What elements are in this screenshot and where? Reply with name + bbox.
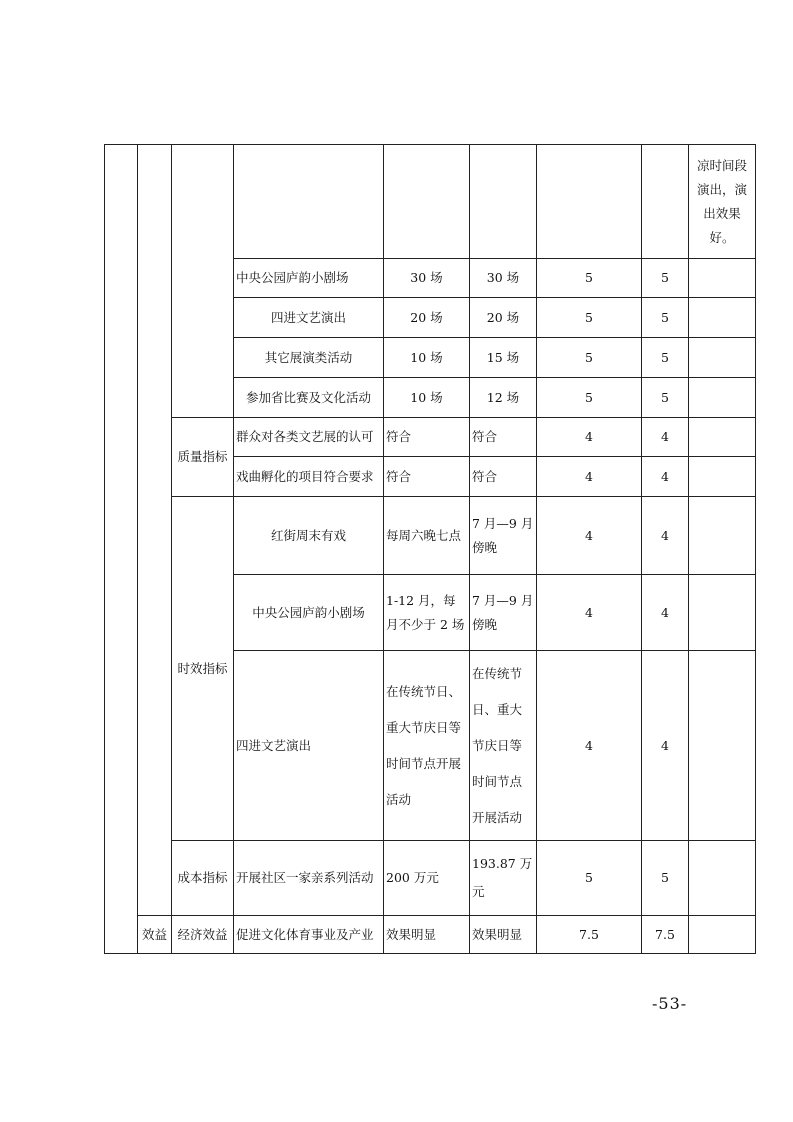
cell-actual: 30 场 (470, 259, 537, 298)
cell-score: 5 (642, 298, 689, 338)
cell-weight: 4 (537, 575, 642, 651)
cell-actual: 7 月—9 月傍晚 (470, 497, 537, 575)
cell-name: 戏曲孵化的项目符合要求 (234, 457, 384, 497)
cell-score: 4 (642, 651, 689, 841)
empty-cell (689, 651, 756, 841)
cell-target: 效果明显 (384, 916, 470, 954)
cell-weight: 5 (537, 259, 642, 298)
cell-target: 1-12 月，每月不少于 2 场 (384, 575, 470, 651)
cell-score: 4 (642, 457, 689, 497)
cell-weight: 5 (537, 841, 642, 916)
cell-name: 四进文艺演出 (234, 298, 384, 338)
cell-actual: 193.87 万元 (470, 841, 537, 916)
empty-cell (689, 378, 756, 418)
cell-weight: 5 (537, 338, 642, 378)
category-quality: 质量指标 (172, 418, 234, 497)
table-row (105, 497, 756, 575)
cell-target: 10 场 (384, 338, 470, 378)
cell-target: 200 万元 (384, 841, 470, 916)
empty-cell (234, 145, 384, 259)
cell-name: 红街周末有戏 (234, 497, 384, 575)
category-cost: 成本指标 (172, 841, 234, 916)
cell-weight: 4 (537, 418, 642, 457)
cell-score: 4 (642, 418, 689, 457)
cell-name: 促进文化体育事业及产业 (234, 916, 384, 954)
cell-target: 在传统节日、重大节庆日等时间节点开展活动 (384, 651, 470, 841)
table-row (105, 841, 756, 916)
empty-cell (689, 298, 756, 338)
blank-cell (138, 145, 172, 916)
empty-cell (470, 145, 537, 259)
empty-cell (689, 259, 756, 298)
cell-actual: 20 场 (470, 298, 537, 338)
cell-actual: 符合 (470, 457, 537, 497)
cell-name: 群众对各类文艺展的认可 (234, 418, 384, 457)
cell-name: 四进文艺演出 (234, 651, 384, 841)
empty-cell (689, 916, 756, 954)
empty-cell (689, 338, 756, 378)
blank-cell (105, 145, 138, 954)
cell-score: 5 (642, 338, 689, 378)
cell-target: 10 场 (384, 378, 470, 418)
blank-cell (172, 145, 234, 418)
cell-score: 7.5 (642, 916, 689, 954)
cell-actual: 效果明显 (470, 916, 537, 954)
category-economic: 经济效益 (172, 916, 234, 954)
note-cell: 凉时间段演出，演出效果好。 (689, 145, 756, 259)
cell-score: 4 (642, 497, 689, 575)
cell-actual: 符合 (470, 418, 537, 457)
cell-weight: 5 (537, 378, 642, 418)
cell-weight: 4 (537, 457, 642, 497)
cell-score: 4 (642, 575, 689, 651)
cell-actual: 在传统节日、重大节庆日等时间节点开展活动 (470, 651, 537, 841)
cell-score: 5 (642, 378, 689, 418)
cell-target: 20 场 (384, 298, 470, 338)
page-number: -53- (652, 994, 688, 1013)
table-row (105, 145, 756, 259)
cell-score: 5 (642, 841, 689, 916)
empty-cell (689, 457, 756, 497)
cell-target: 符合 (384, 418, 470, 457)
performance-table (104, 144, 756, 954)
cell-actual: 12 场 (470, 378, 537, 418)
empty-cell (689, 418, 756, 457)
table-row (105, 418, 756, 457)
cell-weight: 4 (537, 497, 642, 575)
empty-cell (537, 145, 642, 259)
cell-weight: 5 (537, 298, 642, 338)
cell-weight: 4 (537, 651, 642, 841)
empty-cell (689, 575, 756, 651)
cell-target: 符合 (384, 457, 470, 497)
cell-name: 中央公园庐韵小剧场 (234, 575, 384, 651)
cell-actual: 15 场 (470, 338, 537, 378)
category-benefit: 效益 (138, 916, 172, 954)
empty-cell (689, 841, 756, 916)
cell-name: 中央公园庐韵小剧场 (234, 259, 384, 298)
empty-cell (642, 145, 689, 259)
category-timeliness: 时效指标 (172, 497, 234, 841)
cell-name: 参加省比赛及文化活动 (234, 378, 384, 418)
cell-name: 其它展演类活动 (234, 338, 384, 378)
empty-cell (689, 497, 756, 575)
cell-name: 开展社区一家亲系列活动 (234, 841, 384, 916)
cell-actual: 7 月—9 月傍晚 (470, 575, 537, 651)
cell-weight: 7.5 (537, 916, 642, 954)
table-row (105, 916, 756, 954)
empty-cell (384, 145, 470, 259)
cell-score: 5 (642, 259, 689, 298)
cell-target: 每周六晚七点 (384, 497, 470, 575)
cell-target: 30 场 (384, 259, 470, 298)
